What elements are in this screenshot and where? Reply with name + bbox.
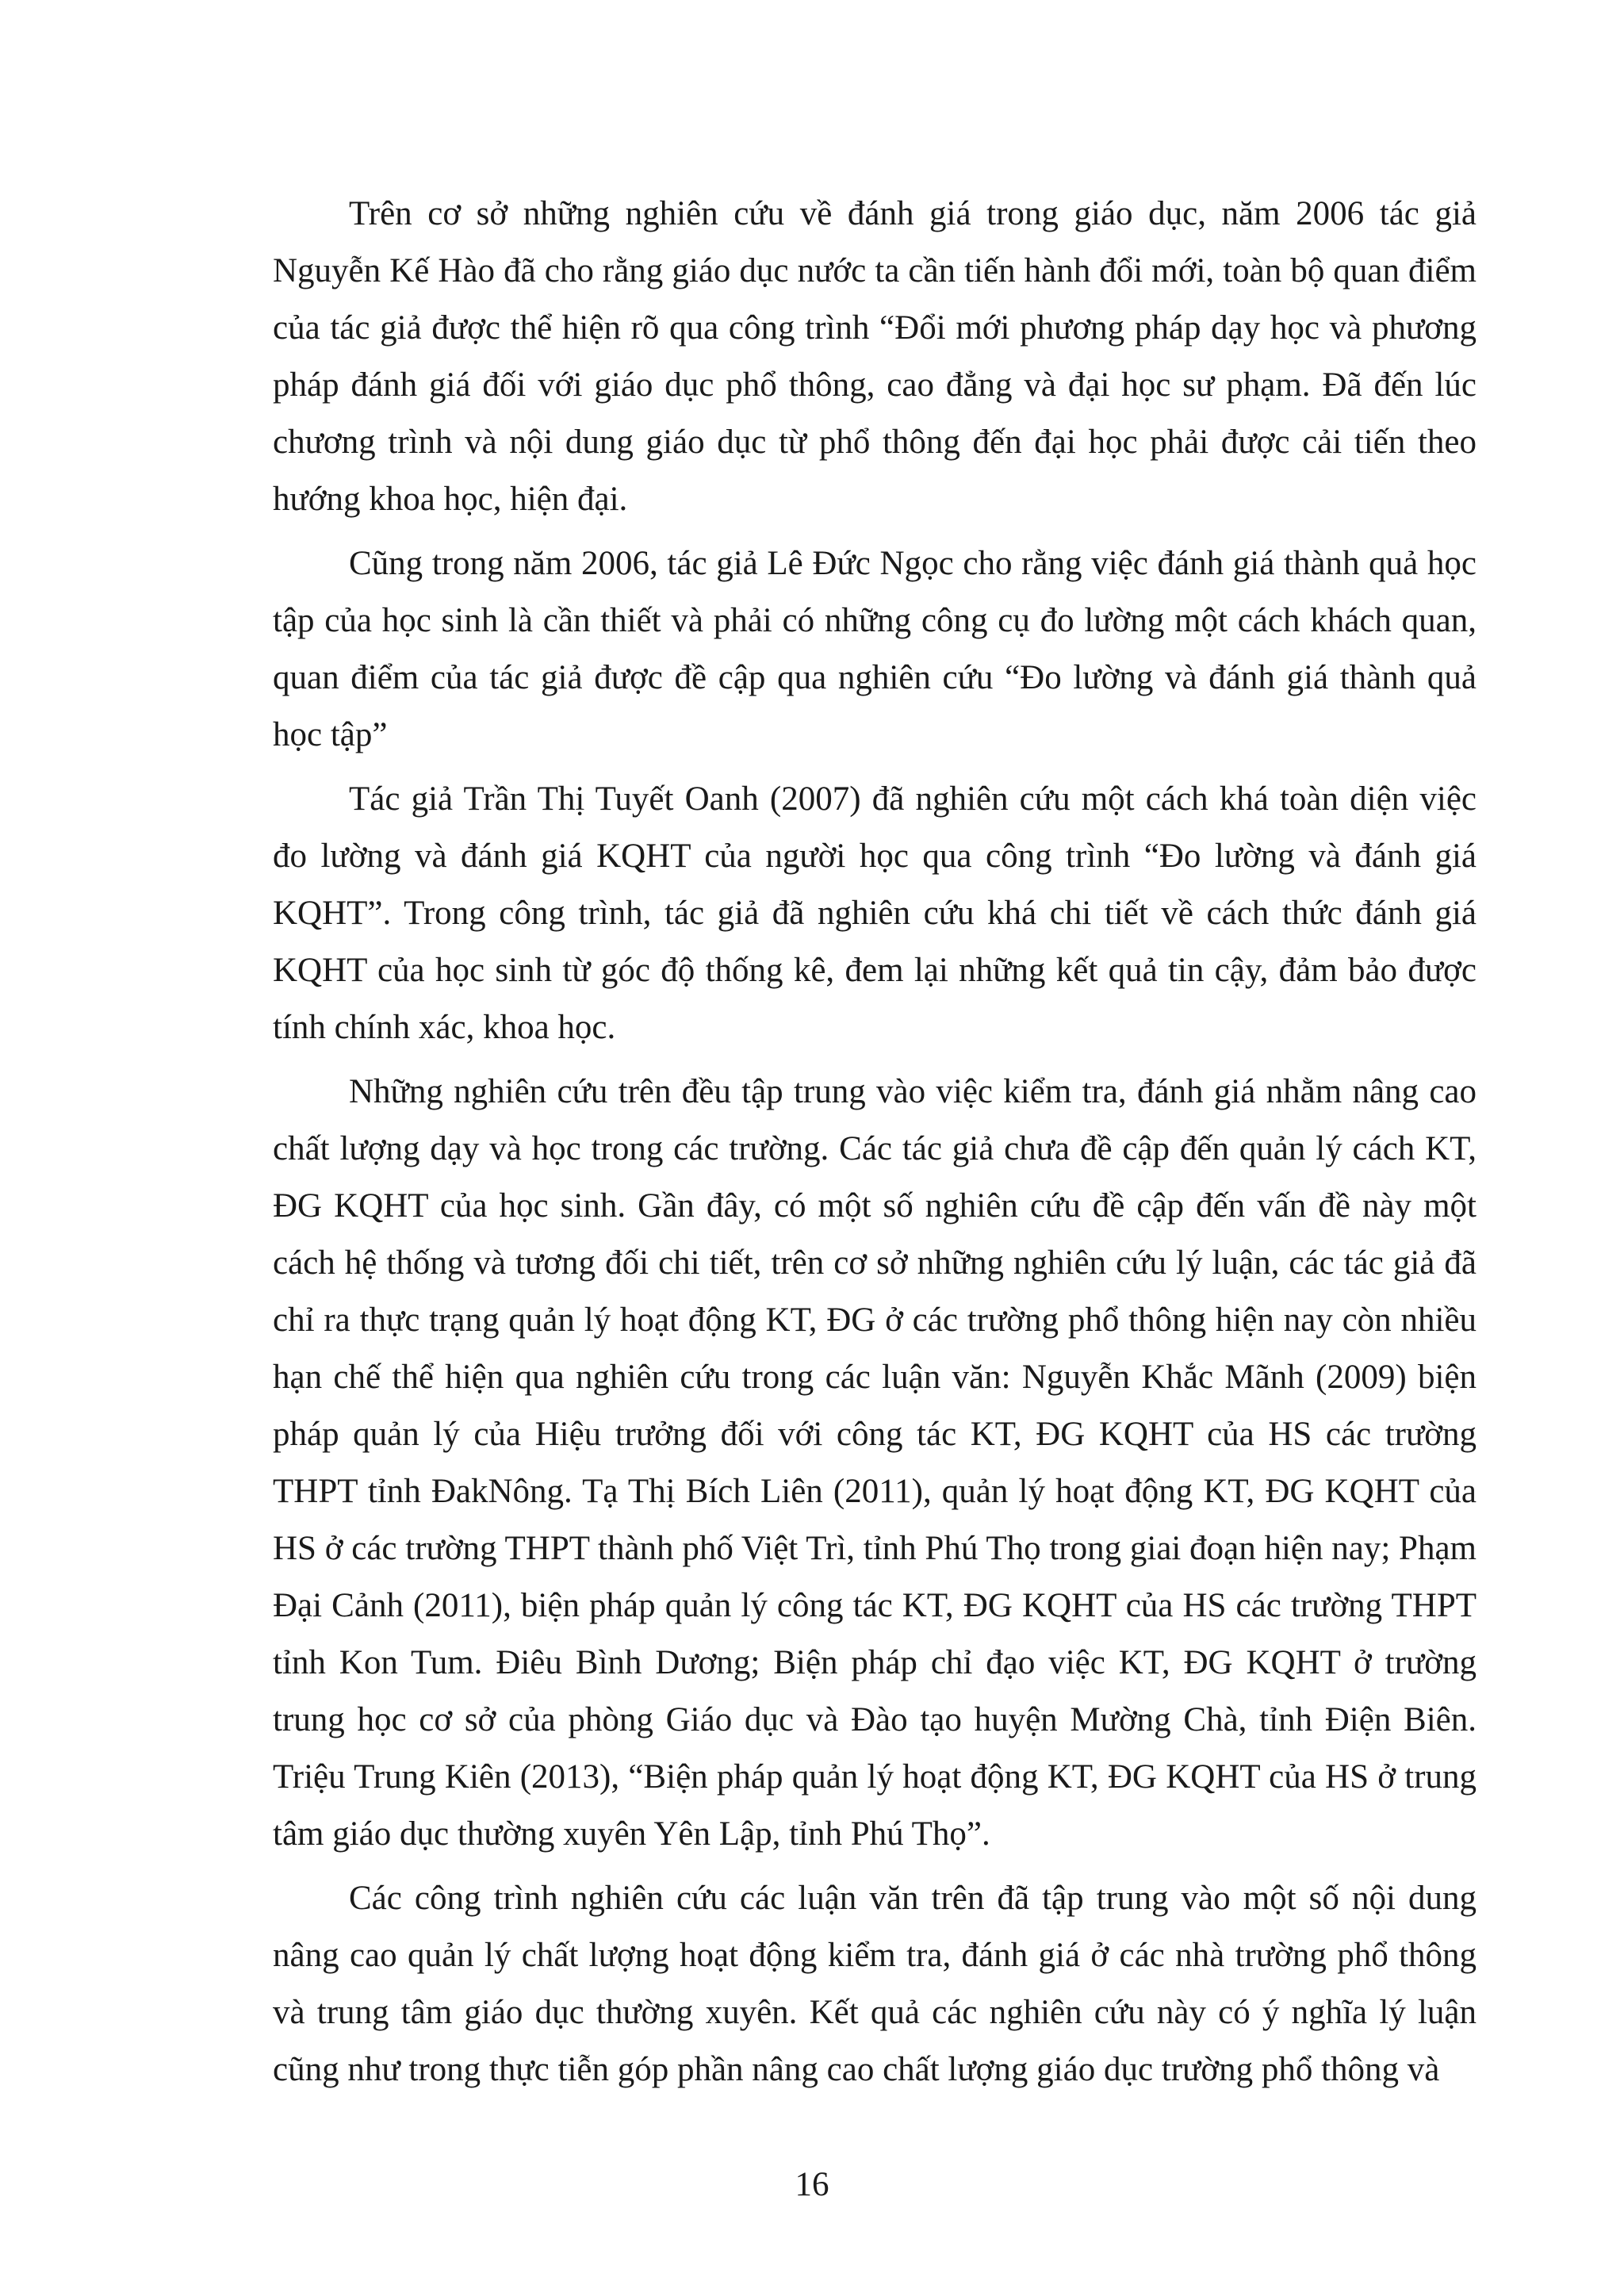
- paragraph-3: Tác giả Trần Thị Tuyết Oanh (2007) đã nghiên cứu một cách khá toàn diện việc đo lường và đánh giá KQHT của người học qua công trình “Đo lường và đánh giá KQHT”. Trong công trình, tác giả đã nghiên cứu khá chi tiết về cách thức đánh giá KQHT của học sinh từ góc độ thống kê, đem lại những kết quả tin cậy, đảm bảo được tính chính xác, khoa học.: [273, 780, 1477, 1046]
- paragraph-1: Trên cơ sở những nghiên cứu về đánh giá trong giáo dục, năm 2006 tác giả Nguyễn Kế Hào đã cho rằng giáo dục nước ta cần tiến hành đổi mới, toàn bộ quan điểm của tác giả được thể hiện rõ qua công trình “Đổi mới phương pháp dạy học và phương pháp đánh giá đối với giáo dục phổ thông, cao đẳng và đại học sư phạm. Đã đến lúc chương trình và nội dung giáo dục từ phổ thông đến đại học phải được cải tiến theo hướng khoa học, hiện đại.: [273, 195, 1477, 518]
- body-text: [273, 186, 1477, 2099]
- paragraph-4: Những nghiên cứu trên đều tập trung vào việc kiểm tra, đánh giá nhằm nâng cao chất lượng dạy và học trong các trường. Các tác giả chưa đề cập đến quản lý cách KT, ĐG KQHT của học sinh. Gần đây, có một số nghiên cứu đề cập đến vấn đề này một cách hệ thống và tương đối chi tiết, trên cơ sở những nghiên cứu lý luận, các tác giả đã chỉ ra thực trạng quản lý hoạt động KT, ĐG ở các trường phổ thông hiện nay còn nhiều hạn chế thể hiện qua nghiên cứu trong các luận văn: Nguyễn Khắc Mãnh (2009) biện pháp quản lý của Hiệu trưởng đối với công tác KT, ĐG KQHT của HS các trường THPT tỉnh ĐakNông. Tạ Thị Bích Liên (2011), quản lý hoạt động KT, ĐG KQHT của HS ở các trường THPT thành phố Việt Trì, tỉnh Phú Thọ trong giai đoạn hiện nay; Phạm Đại Cảnh (2011), biện pháp quản lý công tác KT, ĐG KQHT của HS các trường THPT tỉnh Kon Tum. Điêu Bình Dương; Biện pháp chỉ đạo việc KT, ĐG KQHT ở trường trung học cơ sở của phòng Giáo dục và Đào tạo huyện Mường Chà, tỉnh Điện Biên. Triệu Trung Kiên (2013), “Biện pháp quản lý hoạt động KT, ĐG KQHT của HS ở trung tâm giáo dục thường xuyên Yên Lập, tỉnh Phú Thọ”.: [273, 1073, 1477, 1853]
- page-number: 16: [795, 2166, 829, 2203]
- paragraph-5: Các công trình nghiên cứu các luận văn trên đã tập trung vào một số nội dung nâng cao quản lý chất lượng hoạt động kiểm tra, đánh giá ở các nhà trường phổ thông và trung tâm giáo dục thường xuyên. Kết quả các nghiên cứu này có ý nghĩa lý luận cũng như trong thực tiễn góp phần nâng cao chất lượng giáo dục trường phổ thông và: [273, 1880, 1477, 2088]
- paragraph-2: Cũng trong năm 2006, tác giả Lê Đức Ngọc cho rằng việc đánh giá thành quả học tập của học sinh là cần thiết và phải có những công cụ đo lường một cách khách quan, quan điểm của tác giả được đề cập qua nghiên cứu “Đo lường và đánh giá thành quả học tập”: [273, 545, 1477, 753]
